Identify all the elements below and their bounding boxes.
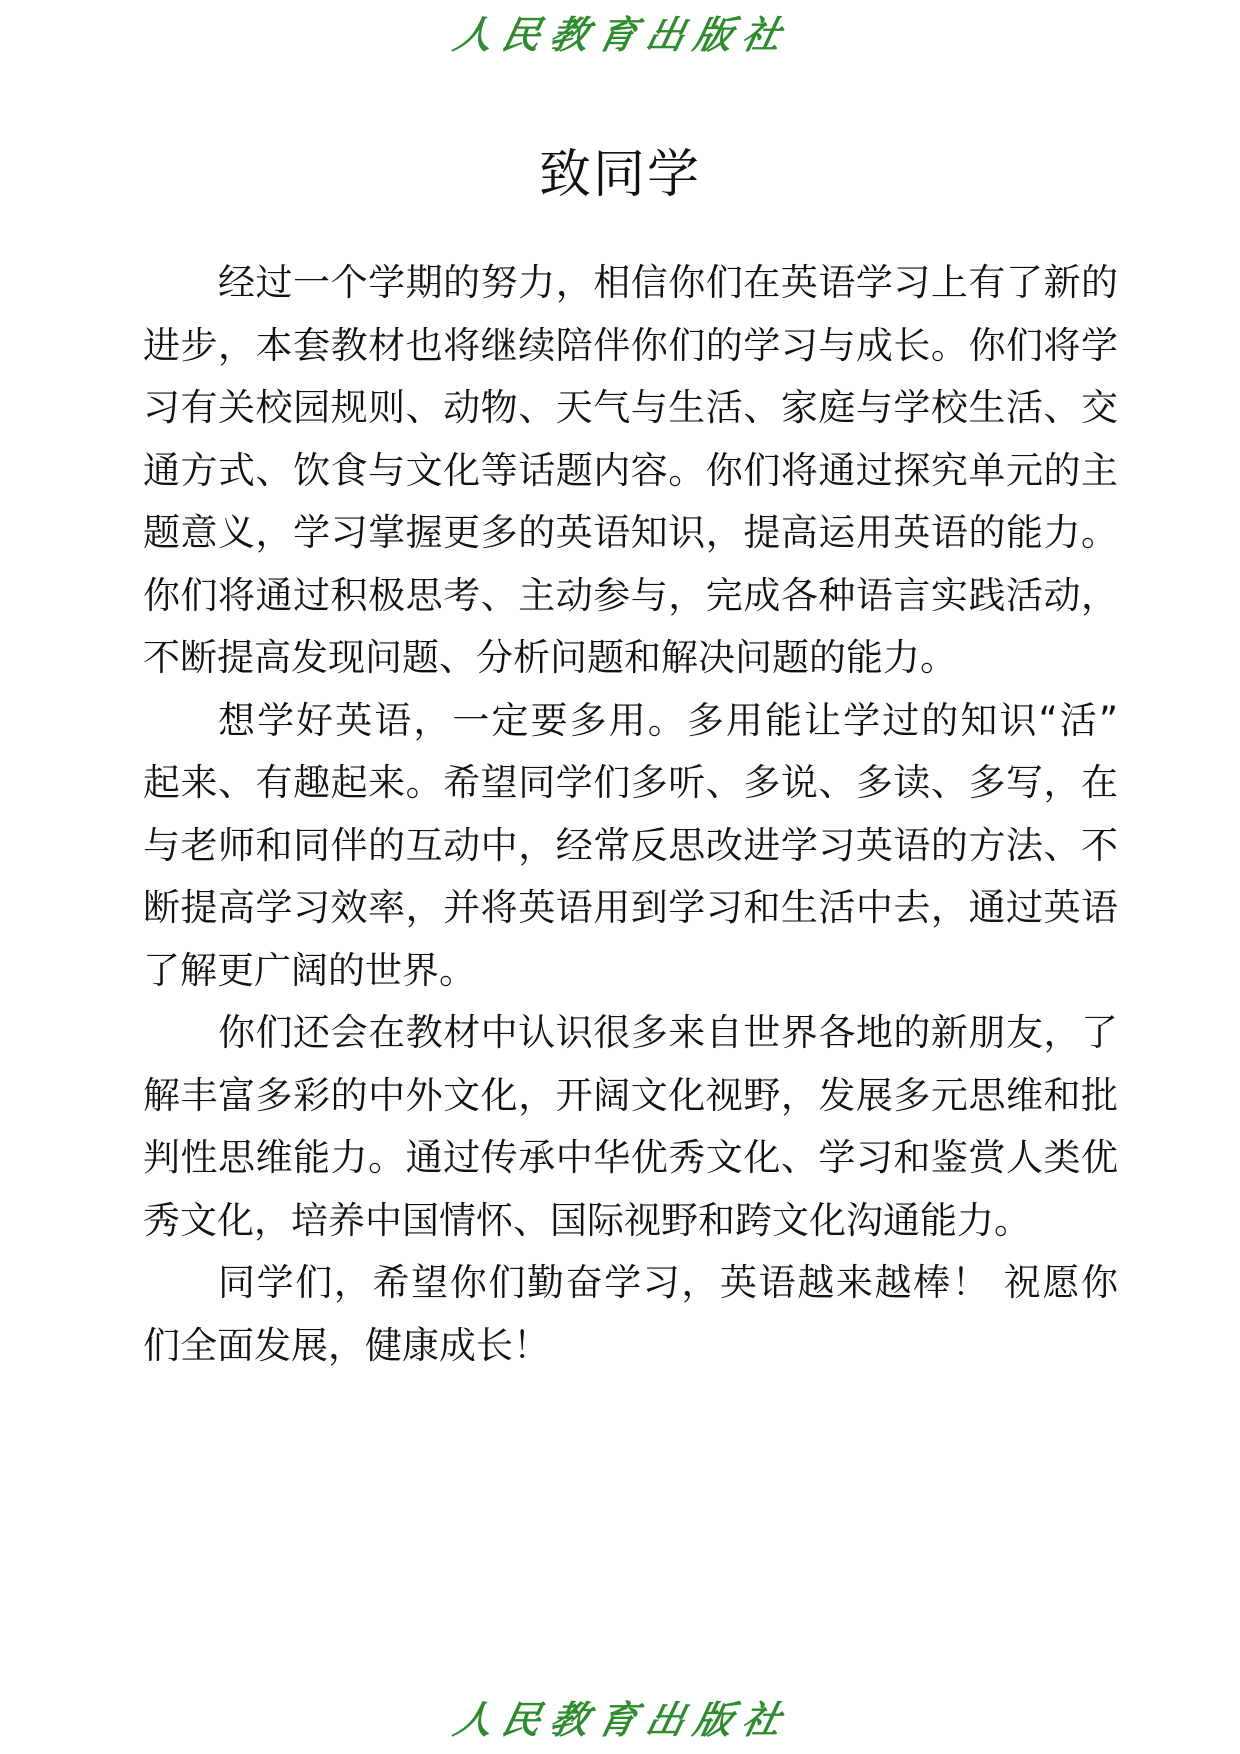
paragraph-line: 你们还会在教材中认识很多来自世界各地的新朋友，了 xyxy=(218,1011,1118,1054)
letter-body xyxy=(143,252,1118,1377)
paragraph xyxy=(143,1252,1118,1377)
paragraph xyxy=(143,252,1118,690)
paragraph-line: 秀文化，培养中国情怀、国际视野和跨文化沟通能力。 xyxy=(143,1198,1031,1242)
paragraph xyxy=(143,690,1118,1003)
paragraph-line: 题意义，学习掌握更多的英语知识，提高运用英语的能力。 xyxy=(143,511,1118,554)
page-title: 致同学 xyxy=(538,145,701,205)
paragraph-line: 经过一个学期的努力，相信你们在英语学习上有了新的 xyxy=(218,261,1118,304)
paragraph-line: 进步，本套教材也将继续陪伴你们的学习与成长。你们将学 xyxy=(143,323,1118,367)
paragraph xyxy=(143,1002,1118,1252)
paragraph-line: 起来、有趣起来。希望同学们多听、多说、多读、多写，在 xyxy=(143,761,1118,804)
paragraph-line: 通方式、饮食与文化等话题内容。你们将通过探究单元的主 xyxy=(143,448,1118,492)
paragraph-line: 断提高学习效率，并将英语用到学习和生活中去，通过英语 xyxy=(143,886,1118,929)
paragraph-line: 解丰富多彩的中外文化，开阔文化视野，发展多元思维和批 xyxy=(143,1073,1118,1117)
paragraph-line: 不断提高发现问题、分析问题和解决问题的能力。 xyxy=(143,636,957,679)
paragraph-line: 习有关校园规则、动物、天气与生活、家庭与学校生活、交 xyxy=(143,386,1118,429)
paragraph-line: 判性思维能力。通过传承中华优秀文化、学习和鉴赏人类优 xyxy=(143,1136,1118,1179)
paragraph-line: 了解更广阔的世界。 xyxy=(143,948,476,992)
publisher-logo-header: 人民教育出版社 xyxy=(449,12,796,57)
paragraph-line: 们全面发展，健康成长！ xyxy=(143,1323,550,1367)
paragraph-line: 你们将通过积极思考、主动参与，完成各种语言实践活动， xyxy=(143,573,1118,617)
paragraph-line: 想学好英语，一定要多用。多用能让学过的知识“活” xyxy=(218,698,1118,742)
paragraph-line: 同学们，希望你们勤奋学习，英语越来越棒！ 祝愿你 xyxy=(218,1261,1118,1304)
paragraph-line: 与老师和同伴的互动中，经常反思改进学习英语的方法、不 xyxy=(143,823,1118,867)
publisher-logo-footer: 人民教育出版社 xyxy=(449,1697,796,1742)
